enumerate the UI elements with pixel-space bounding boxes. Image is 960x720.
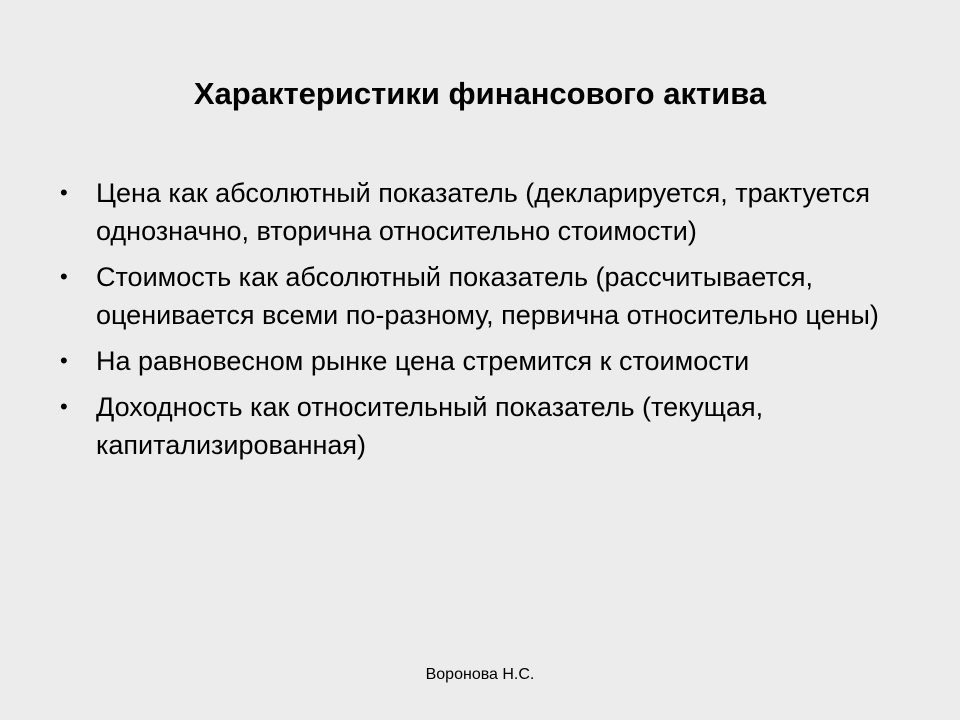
bullet-item [60, 174, 880, 250]
slide-footer: Воронова Н.С. [425, 666, 535, 683]
bullet-icon: • [60, 348, 68, 373]
bullet-text: Цена как абсолютный показатель (декларируется, трактуется однозначно, вторична относительно стоимости) [96, 178, 870, 246]
bullet-icon: • [60, 180, 68, 205]
bullet-item [60, 258, 880, 334]
bullet-icon: • [60, 394, 68, 419]
bullet-list [60, 174, 880, 472]
bullet-text: Доходность как относительный показатель (текущая, капитализированная) [96, 392, 764, 460]
slide-title: Характеристики финансового актива [193, 76, 767, 111]
bullet-item [60, 388, 880, 464]
bullet-text: Стоимость как абсолютный показатель (рассчитывается, оценивается всеми по-разному, первична относительно цены) [96, 262, 879, 330]
bullet-icon: • [60, 264, 68, 289]
bullet-item [60, 342, 880, 380]
bullet-text: На равновесном рынке цена стремится к стоимости [96, 346, 750, 376]
